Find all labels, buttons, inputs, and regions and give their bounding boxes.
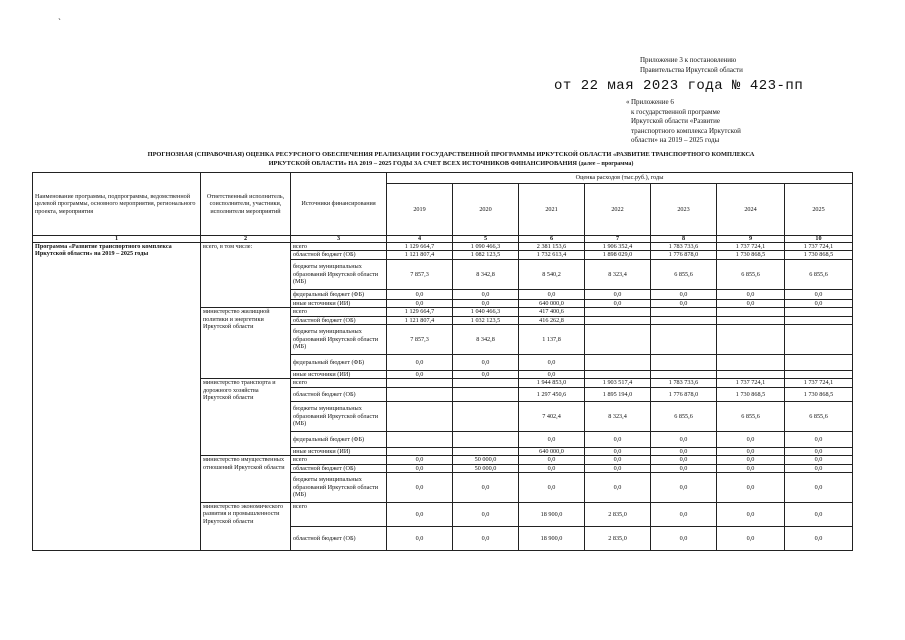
value-cell: 0,0 — [717, 464, 785, 472]
document-title — [40, 150, 862, 169]
value-cell: 0,0 — [453, 299, 519, 307]
value-cell — [785, 308, 853, 316]
resolution-header — [640, 55, 743, 75]
appendix-line: Иркутской области «Развитие — [631, 117, 721, 125]
value-cell: 6 855,6 — [785, 401, 853, 431]
value-cell: 1 895 194,0 — [585, 387, 651, 401]
source-cell: всего — [291, 308, 387, 316]
year-header: 2024 — [717, 184, 785, 236]
source-cell: всего — [291, 503, 387, 527]
value-cell: 0,0 — [651, 456, 717, 464]
value-cell: 1 730 868,5 — [717, 251, 785, 259]
value-cell: 0,0 — [585, 289, 651, 299]
value-cell: 1 090 466,3 — [453, 243, 519, 251]
value-cell: 0,0 — [453, 473, 519, 503]
value-cell: 0,0 — [387, 527, 453, 551]
value-cell: 0,0 — [717, 456, 785, 464]
value-cell — [585, 316, 651, 324]
source-cell: федеральный бюджет (ФБ) — [291, 431, 387, 447]
year-header: 2019 — [387, 184, 453, 236]
value-cell — [453, 387, 519, 401]
value-cell: 0,0 — [387, 299, 453, 307]
value-cell: 6 855,6 — [785, 259, 853, 289]
header-line-2: Правительства Иркутской области — [640, 66, 743, 74]
value-cell: 50 000,0 — [453, 464, 519, 472]
column-number: 2 — [201, 236, 291, 243]
value-cell — [387, 401, 453, 431]
value-cell: 0,0 — [717, 289, 785, 299]
value-cell: 8 342,8 — [453, 259, 519, 289]
col-header-expenses: Оценка расходов (тыс.руб.), годы — [387, 173, 853, 184]
source-cell: федеральный бюджет (ФБ) — [291, 355, 387, 371]
year-header: 2025 — [785, 184, 853, 236]
header-line-1: Приложение 3 к постановлению — [640, 56, 737, 64]
source-cell: всего — [291, 379, 387, 387]
source-cell: бюджеты муниципальных образований Иркутской области (МБ) — [291, 473, 387, 503]
value-cell — [717, 316, 785, 324]
value-cell — [585, 371, 651, 379]
value-cell — [785, 325, 853, 355]
value-cell: 0,0 — [387, 473, 453, 503]
value-cell: 1 129 664,7 — [387, 243, 453, 251]
value-cell: 0,0 — [717, 503, 785, 527]
value-cell: 1 732 613,4 — [519, 251, 585, 259]
value-cell: 1 906 352,4 — [585, 243, 651, 251]
value-cell: 0,0 — [785, 431, 853, 447]
executor-cell: министерство жилищной политики и энергетики Иркутской области — [201, 308, 291, 379]
value-cell: 1 297 450,6 — [519, 387, 585, 401]
value-cell: 0,0 — [785, 503, 853, 527]
source-cell: федеральный бюджет (ФБ) — [291, 289, 387, 299]
value-cell: 1 944 853,0 — [519, 379, 585, 387]
value-cell: 1 903 517,4 — [585, 379, 651, 387]
value-cell: 0,0 — [585, 447, 651, 455]
value-cell: 0,0 — [453, 371, 519, 379]
value-cell: 0,0 — [717, 447, 785, 455]
value-cell: 18 900,0 — [519, 527, 585, 551]
value-cell — [717, 355, 785, 371]
source-cell: иные источники (ИИ) — [291, 371, 387, 379]
value-cell: 0,0 — [717, 299, 785, 307]
executor-cell: всего, в том числе: — [201, 243, 291, 308]
value-cell: 0,0 — [453, 355, 519, 371]
value-cell — [585, 308, 651, 316]
source-cell: иные источники (ИИ) — [291, 299, 387, 307]
appendix-line: транспортного комплекса Иркутской — [631, 126, 741, 135]
executor-cell: министерство транспорта и дорожного хозяйства Иркутской области — [201, 379, 291, 456]
column-number: 6 — [519, 236, 585, 243]
value-cell: 0,0 — [585, 299, 651, 307]
appendix-quote: « — [626, 98, 630, 106]
value-cell: 1 783 733,6 — [651, 379, 717, 387]
value-cell: 0,0 — [519, 289, 585, 299]
source-cell: областной бюджет (ОБ) — [291, 464, 387, 472]
value-cell — [785, 355, 853, 371]
source-cell: областной бюджет (ОБ) — [291, 527, 387, 551]
value-cell: 0,0 — [785, 527, 853, 551]
value-cell — [717, 308, 785, 316]
value-cell: 640 000,0 — [519, 447, 585, 455]
value-cell — [651, 308, 717, 316]
source-cell: всего — [291, 243, 387, 251]
value-cell: 6 855,6 — [717, 401, 785, 431]
value-cell: 0,0 — [519, 431, 585, 447]
value-cell — [387, 379, 453, 387]
value-cell — [387, 447, 453, 455]
source-cell: бюджеты муниципальных образований Иркутской области (МБ) — [291, 401, 387, 431]
value-cell: 1 040 466,3 — [453, 308, 519, 316]
year-header: 2023 — [651, 184, 717, 236]
value-cell: 0,0 — [585, 431, 651, 447]
value-cell — [785, 371, 853, 379]
col-header-executor: Ответственный исполнитель, соисполнители, участники, исполнители мероприятий — [201, 173, 291, 236]
value-cell: 1 730 868,5 — [717, 387, 785, 401]
value-cell: 0,0 — [785, 456, 853, 464]
value-cell — [651, 316, 717, 324]
value-cell: 1 776 878,0 — [651, 251, 717, 259]
col-header-program: Наименование программы, подпрограммы, ведомственной целевой программы, основного мероприятия, регионального проекта, мероприятия — [33, 173, 201, 236]
column-number: 4 — [387, 236, 453, 243]
value-cell: 0,0 — [519, 355, 585, 371]
value-cell: 0,0 — [717, 527, 785, 551]
title-line-1: ПРОГНОЗНАЯ (СПРАВОЧНАЯ) ОЦЕНКА РЕСУРСНОГО ОБЕСПЕЧЕНИЯ РЕАЛИЗАЦИИ ГОСУДАРСТВЕННОЙ ПРОГРАММЫ ИРКУТСКОЙ ОБЛАСТИ «РАЗВИТИЕ ТРАНСПОРТНОГО КОМПЛЕКСА — [147, 151, 755, 158]
year-header: 2022 — [585, 184, 651, 236]
year-header: 2020 — [453, 184, 519, 236]
value-cell: 0,0 — [651, 473, 717, 503]
source-cell: областной бюджет (ОБ) — [291, 251, 387, 259]
value-cell — [585, 355, 651, 371]
source-cell: областной бюджет (ОБ) — [291, 316, 387, 324]
resolution-date-line: от 22 мая 2023 года № 423-пп — [554, 78, 804, 94]
value-cell: 0,0 — [453, 503, 519, 527]
value-cell: 1 129 664,7 — [387, 308, 453, 316]
value-cell — [387, 387, 453, 401]
value-cell: 0,0 — [519, 464, 585, 472]
value-cell — [651, 371, 717, 379]
value-cell: 7 857,3 — [387, 325, 453, 355]
value-cell: 1 137,8 — [519, 325, 585, 355]
column-number: 1 — [33, 236, 201, 243]
value-cell: 0,0 — [585, 456, 651, 464]
year-header: 2021 — [519, 184, 585, 236]
value-cell — [651, 325, 717, 355]
value-cell: 640 000,0 — [519, 299, 585, 307]
column-number: 8 — [651, 236, 717, 243]
value-cell: 0,0 — [651, 447, 717, 455]
value-cell — [585, 325, 651, 355]
value-cell: 416 262,8 — [519, 316, 585, 324]
value-cell: 1 082 123,5 — [453, 251, 519, 259]
value-cell: 2 835,0 — [585, 527, 651, 551]
value-cell: 0,0 — [651, 431, 717, 447]
value-cell: 0,0 — [717, 473, 785, 503]
value-cell: 0,0 — [585, 464, 651, 472]
value-cell — [453, 431, 519, 447]
value-cell: 1 121 807,4 — [387, 251, 453, 259]
value-cell: 0,0 — [651, 503, 717, 527]
value-cell: 0,0 — [519, 371, 585, 379]
value-cell: 7 857,3 — [387, 259, 453, 289]
title-line-2: ИРКУТСКОЙ ОБЛАСТИ» НА 2019 – 2025 ГОДЫ ЗА СЧЕТ ВСЕХ ИСТОЧНИКОВ ФИНАНСИРОВАНИЯ — [268, 160, 578, 167]
value-cell — [387, 431, 453, 447]
value-cell: 18 900,0 — [519, 503, 585, 527]
value-cell: 8 323,4 — [585, 401, 651, 431]
funding-table — [32, 172, 853, 551]
executor-cell: министерство экономического развития и промышленности Иркутской области — [201, 503, 291, 551]
value-cell: 0,0 — [387, 355, 453, 371]
value-cell: 8 342,8 — [453, 325, 519, 355]
value-cell: 0,0 — [387, 289, 453, 299]
value-cell: 0,0 — [387, 503, 453, 527]
value-cell: 2 835,0 — [585, 503, 651, 527]
table-row — [33, 243, 853, 251]
value-cell: 8 323,4 — [585, 259, 651, 289]
value-cell: 0,0 — [651, 464, 717, 472]
value-cell: 0,0 — [651, 299, 717, 307]
corner-mark: ` — [58, 17, 61, 27]
value-cell: 8 540,2 — [519, 259, 585, 289]
value-cell: 0,0 — [651, 527, 717, 551]
column-number: 3 — [291, 236, 387, 243]
value-cell: 6 855,6 — [717, 259, 785, 289]
value-cell: 1 783 733,6 — [651, 243, 717, 251]
value-cell: 0,0 — [785, 473, 853, 503]
source-cell: бюджеты муниципальных образований Иркутской области (МБ) — [291, 259, 387, 289]
value-cell: 1 776 878,0 — [651, 387, 717, 401]
source-cell: иные источники (ИИ) — [291, 447, 387, 455]
program-name-cell: Программа «Развитие транспортного комплекса Иркутской области» на 2019 – 2025 годы — [33, 243, 201, 551]
value-cell: 417 400,6 — [519, 308, 585, 316]
appendix-line: Приложение 6 — [631, 98, 674, 106]
value-cell — [717, 371, 785, 379]
value-cell: 0,0 — [387, 464, 453, 472]
value-cell: 0,0 — [651, 289, 717, 299]
value-cell — [453, 447, 519, 455]
source-cell: бюджеты муниципальных образований Иркутской области (МБ) — [291, 325, 387, 355]
title-line-2-note: (далее – программа) — [578, 161, 634, 167]
source-cell: всего — [291, 456, 387, 464]
value-cell: 1 898 029,0 — [585, 251, 651, 259]
value-cell: 1 737 724,1 — [785, 243, 853, 251]
value-cell — [453, 379, 519, 387]
value-cell: 0,0 — [717, 431, 785, 447]
value-cell: 1 730 868,5 — [785, 387, 853, 401]
value-cell: 1 121 807,4 — [387, 316, 453, 324]
value-cell: 7 402,4 — [519, 401, 585, 431]
appendix-line: области» на 2019 – 2025 годы — [631, 136, 720, 144]
value-cell — [785, 316, 853, 324]
value-cell: 6 855,6 — [651, 259, 717, 289]
value-cell: 1 737 724,1 — [785, 379, 853, 387]
value-cell: 1 737 724,1 — [717, 243, 785, 251]
value-cell — [651, 355, 717, 371]
value-cell — [717, 325, 785, 355]
value-cell: 6 855,6 — [651, 401, 717, 431]
appendix-6-note — [626, 98, 741, 146]
value-cell: 0,0 — [453, 527, 519, 551]
value-cell: 1 032 123,5 — [453, 316, 519, 324]
value-cell: 2 381 153,6 — [519, 243, 585, 251]
value-cell: 1 730 868,5 — [785, 251, 853, 259]
column-number: 7 — [585, 236, 651, 243]
value-cell: 50 000,0 — [453, 456, 519, 464]
executor-cell: министерство имущественных отношений Иркутской области — [201, 456, 291, 503]
col-header-source: Источники финансирования — [291, 173, 387, 236]
value-cell: 0,0 — [785, 289, 853, 299]
value-cell: 0,0 — [453, 289, 519, 299]
appendix-line: к государственной программе — [631, 107, 720, 116]
value-cell: 0,0 — [387, 371, 453, 379]
column-number: 10 — [785, 236, 853, 243]
value-cell: 1 737 724,1 — [717, 379, 785, 387]
value-cell: 0,0 — [785, 464, 853, 472]
value-cell: 0,0 — [387, 456, 453, 464]
value-cell: 0,0 — [519, 456, 585, 464]
value-cell: 0,0 — [785, 299, 853, 307]
source-cell: областной бюджет (ОБ) — [291, 387, 387, 401]
column-number: 5 — [453, 236, 519, 243]
value-cell: 0,0 — [519, 473, 585, 503]
value-cell: 0,0 — [785, 447, 853, 455]
value-cell — [453, 401, 519, 431]
value-cell: 0,0 — [585, 473, 651, 503]
column-number: 9 — [717, 236, 785, 243]
